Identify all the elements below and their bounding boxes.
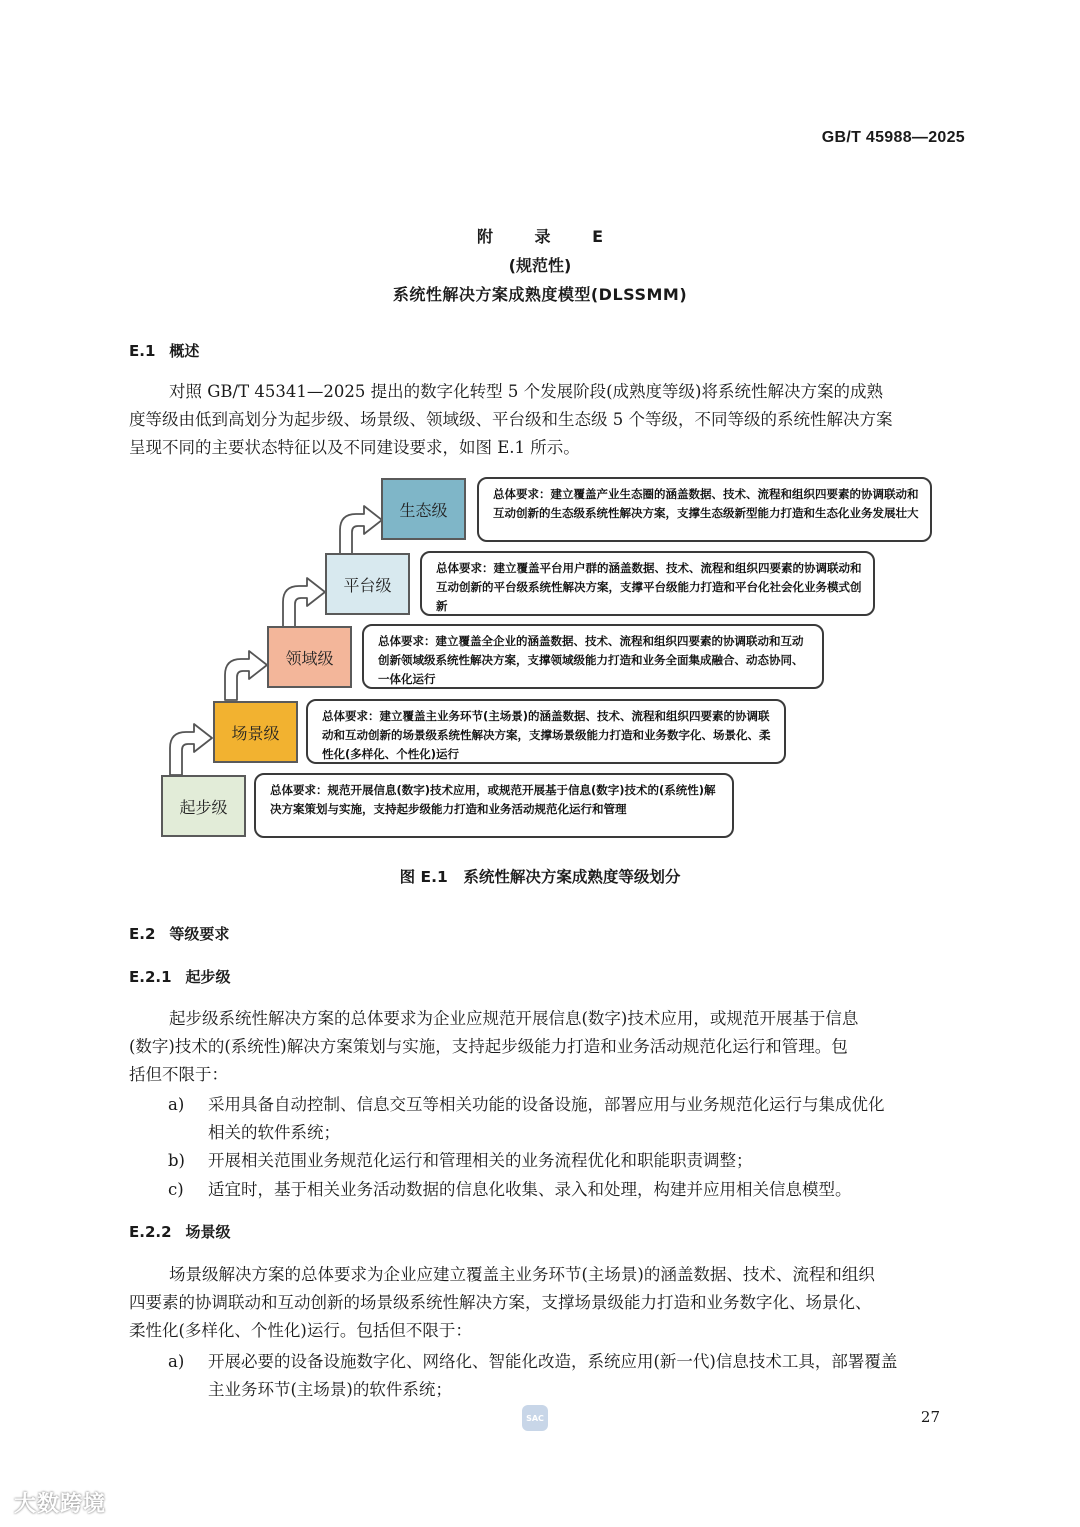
up-arrow-icon (283, 578, 325, 628)
text-line: 采用具备自动控制、信息交互等相关功能的设备设施，部署应用与业务规范化运行与集成优化 (208, 1095, 885, 1114)
list-item (168, 1176, 965, 1204)
list-item-label: b) (168, 1151, 185, 1170)
text-line: 开展相关范围业务规范化运行和管理相关的业务流程优化和职能职责调整； (208, 1151, 753, 1170)
list-item-label: a) (168, 1095, 185, 1114)
level-box-qibu (161, 775, 246, 837)
level-label: 起步级 (179, 797, 228, 817)
level-label: 生态级 (399, 500, 448, 520)
text-line: 适宜时，基于相关业务活动数据的信息化收集、录入和处理，构建并应用相关信息模型。 (208, 1180, 852, 1199)
list-item (168, 1091, 965, 1147)
paragraph-e1 (129, 378, 965, 468)
text-line: 度等级由低到高划分为起步级、场景级、领域级、平台级和生态级 5 个等级，不同等级的系统性解决方案 (129, 410, 893, 429)
list-item (168, 1348, 965, 1404)
level-label: 平台级 (343, 575, 392, 595)
requirement-box-shengtai: 总体要求：建立覆盖产业生态圈的涵盖数据、技术、流程和组织四要素的协调联动和互动创新的生态级系统性解决方案，支撑生态级新型能力打造和生态化业务发展壮大 (477, 477, 932, 542)
text-line: 柔性化(多样化、个性化)运行。包括但不限于： (129, 1321, 472, 1340)
requirement-box-pingtai: 总体要求：建立覆盖平台用户群的涵盖数据、技术、流程和组织四要素的协调联动和互动创新的平台级系统性解决方案，支撑平台级能力打造和平台化社会化业务模式创新 (420, 551, 875, 616)
section-number: E.1 (129, 342, 156, 360)
level-box-shengtai (381, 478, 466, 540)
section-heading-e21 (129, 966, 231, 987)
text-line: 四要素的协调联动和互动创新的场景级系统性解决方案，支撑场景级能力打造和业务数字化、场景化、 (129, 1293, 872, 1312)
annex-title: 附 录 E (476, 227, 622, 246)
up-arrow-icon (340, 506, 382, 556)
text-line: (数字)技术的(系统性)解决方案策划与实施，支持起步级能力打造和业务活动规范化运行和管理。包 (129, 1037, 848, 1056)
text-line: 场景级解决方案的总体要求为企业应建立覆盖主业务环节(主场景)的涵盖数据、技术、流程和组织 (169, 1265, 875, 1284)
list-item-label: c) (168, 1180, 184, 1199)
level-label: 领域级 (285, 648, 334, 668)
page-number: 27 (920, 1408, 940, 1426)
requirement-box-lingyu: 总体要求：建立覆盖全企业的涵盖数据、技术、流程和组织四要素的协调联动和互动创新领域级系统性解决方案，支撑领域级能力打造和业务全面集成融合、动态协同、一体化运行 (362, 624, 824, 689)
requirement-box-qibu: 总体要求：规范开展信息(数字)技术应用，或规范开展基于信息(数字)技术的(系统性)解决方案策划与实施，支持起步级能力打造和业务活动规范化运行和管理 (254, 773, 734, 838)
section-heading-e2 (129, 923, 229, 944)
section-title: 等级要求 (169, 925, 230, 943)
section-title: 起步级 (185, 968, 231, 986)
level-label: 场景级 (231, 723, 280, 743)
level-box-lingyu (267, 626, 352, 688)
text-line: 主业务环节(主场景)的软件系统； (208, 1380, 452, 1399)
maturity-diagram (150, 470, 950, 850)
annex-name: 系统性解决方案成熟度模型(DLSSMM) (392, 285, 688, 304)
figure-caption: 图 E.1 系统性解决方案成熟度等级划分 (399, 868, 681, 886)
text-line: 呈现不同的主要状态特征以及不同建设要求，如图 E.1 所示。 (129, 438, 580, 457)
watermark: 大数跨境 (14, 1492, 107, 1517)
text-line: 对照 GB/T 45341—2025 提出的数字化转型 5 个发展阶段(成熟度等级)将系统性解决方案的成熟 (169, 382, 883, 401)
section-heading-e1 (129, 340, 199, 361)
section-title: 概述 (169, 342, 200, 360)
annex-type: (规范性) (508, 256, 572, 275)
list-item (168, 1147, 965, 1175)
section-number: E.2.1 (129, 968, 172, 986)
section-title: 场景级 (185, 1223, 231, 1241)
section-number: E.2 (129, 925, 156, 943)
text-line: 相关的软件系统； (208, 1123, 340, 1142)
paragraph-e22 (129, 1261, 965, 1351)
sac-stamp-icon: SAC (522, 1405, 548, 1431)
text-line: 起步级系统性解决方案的总体要求为企业应规范开展信息(数字)技术应用，或规范开展基于信息 (169, 1009, 859, 1028)
level-box-pingtai (325, 553, 410, 615)
requirement-box-changjing: 总体要求：建立覆盖主业务环节(主场景)的涵盖数据、技术、流程和组织四要素的协调联动和互动创新的场景级系统性解决方案，支撑场景级能力打造和业务数字化、场景化、柔性化(多样化、个性化)运行 (306, 699, 786, 764)
standard-code: GB/T 45988—2025 (821, 129, 965, 146)
text-line: 开展必要的设备设施数字化、网络化、智能化改造，系统应用(新一代)信息技术工具，部署覆盖 (208, 1352, 898, 1371)
section-number: E.2.2 (129, 1223, 172, 1241)
up-arrow-icon (225, 651, 267, 700)
paragraph-e21 (129, 1005, 965, 1095)
section-heading-e22 (129, 1221, 231, 1242)
level-box-changjing (213, 701, 298, 763)
text-line: 括但不限于： (129, 1065, 228, 1084)
up-arrow-icon (170, 724, 212, 775)
list-item-label: a) (168, 1352, 185, 1371)
